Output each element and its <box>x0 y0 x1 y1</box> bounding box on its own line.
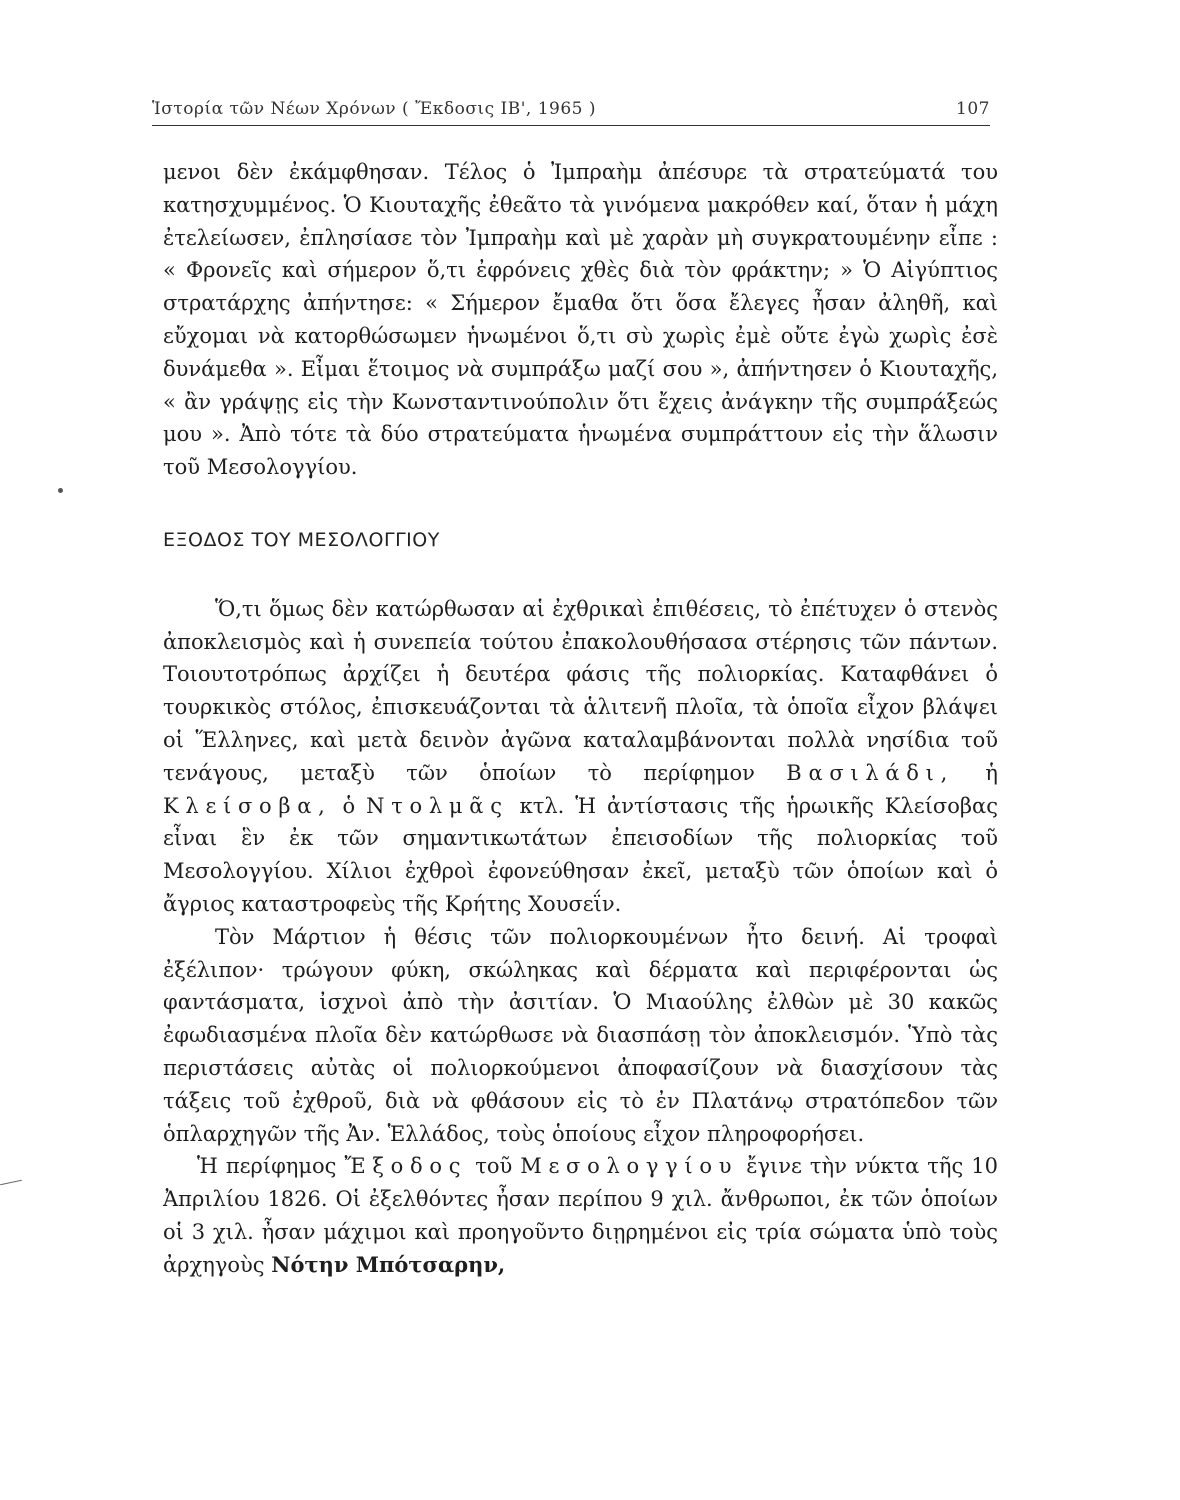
page-body <box>163 156 998 1282</box>
paragraph-exodus <box>163 1150 998 1281</box>
paragraph-text: Ὅ,τι ὅμως δὲν κατώρθωσαν αἱ ἐχθρικαὶ ἐπιθέσεις, τὸ ἐπέτυχεν ὁ στενὸς ἀποκλεισμὸς καὶ ἡ συνεπεία τούτου ἐπακολουθήσασα στέρησις τῶν πάντων. Τοιουτοτρόπως ἀρχίζει ἡ δευτέρα φάσις τῆς πολιορκίας. Καταφθάνει ὁ τουρκικὸς στόλος, ἐπισκευάζονται τὰ ἁλιτενῆ πλοῖα, τὰ ὁποῖα εἶχον βλάψει οἱ Ἕλληνες, καὶ μετὰ δεινὸν ἀγῶνα καταλαμβάνονται πολλὰ νησίδια τοῦ τενάγους, μεταξὺ τῶν ὁποίων τὸ περίφημον <box>163 596 998 785</box>
place-name-vasiladi: Βασιλάδι, <box>786 760 955 785</box>
section-heading: ΕΞΟΔΟΣ ΤΟΥ ΜΕΣΟΛΟΓΓΙΟΥ <box>163 528 440 551</box>
paragraph-text: Ἡ περίφημος <box>197 1154 337 1179</box>
paragraph-text: ὁ <box>342 793 356 818</box>
margin-tick-mark <box>0 1180 22 1186</box>
running-header <box>152 92 990 126</box>
paragraph-continued: μενοι δὲν ἐκάμφθησαν. Τέλος ὁ Ἰμπραὴμ ἀπέσυρε τὰ στρατεύματά του κατησχυμμένος. Ὁ Κιουταχῆς ἐθεᾶτο τὰ γινόμενα μακρόθεν καί, ὅταν ἡ μάχη ἐτελείωσεν, ἐπλησίασε τὸν Ἰμπραὴμ καὶ μὲ χαρὰν μὴ συγκρατουμένην εἶπε : « Φρονεῖς καὶ σήμερον ὅ,τι ἐφρόνεις χθὲς διὰ τὸν φράκτην; » Ὁ Αἰγύπτιος στρατάρχης ἀπήντησε: « Σήμερον ἔμαθα ὅτι ὅσα ἔλεγες ἦσαν ἀληθῆ, καὶ εὔχομαι νὰ κατορθώσωμεν ἡνωμένοι ὅ,τι σὺ χωρὶς ἐμὲ οὔτε ἐγὼ χωρὶς ἐσὲ δυνάμεθα ». Εἶμαι ἕτοιμος νὰ συμπράξω μαζί σου », ἀπήντησεν ὁ Κιουταχῆς, « ἂν γράψῃς εἰς τὴν Κωνσταντινούπολιν ὅτι ἔχεις ἀνάγκην τῆς συμπράξεώς μου ». Ἀπὸ τότε τὰ δύο στρατεύματα ἡνωμένα συμπράττουν εἰς τὴν ἅλωσιν τοῦ Μεσολογγίου. <box>163 160 998 480</box>
leader-names-bold: Νότην Μπότσαρην, <box>271 1251 506 1277</box>
paragraph-text: κτλ. Ἡ ἀντίστασις τῆς ἡρωικῆς Κλείσοβας εἶναι ἓν ἐκ τῶν σημαντικωτάτων ἐπεισοδίων τῆς πολιορκίας τοῦ Μεσολογγίου. Χίλιοι ἐχθροὶ ἐφονεύθησαν ἐκεῖ, μεταξὺ τῶν ὁποίων καὶ ὁ ἄγριος καταστροφεὺς τῆς Κρήτης Χουσεΐν. <box>163 793 998 916</box>
place-name-kleisova: Κλείσοβα, <box>163 793 332 818</box>
mesolongi-spaced-word: Μεσολογγίου <box>520 1154 739 1179</box>
paragraph-march-famine: Τὸν Μάρτιον ἡ θέσις τῶν πολιορκουμένων ἦτο δεινή. Αἱ τροφαὶ ἐξέλιπον· τρώγουν φύκη, σκώληκας καὶ δέρματα καὶ περιφέρονται ὡς φαντάσματα, ἰσχνοὶ ἀπὸ τὴν ἀσιτίαν. Ὁ Μιαούλης ἐλθὼν μὲ 30 κακῶς ἐφωδιασμένα πλοῖα δὲν κατώρθωσε νὰ διασπάσῃ τὸν ἀποκλεισμόν. Ὑπὸ τὰς περιστάσεις αὐτὰς οἱ πολιορκούμενοι ἀποφασίζουν νὰ διασχίσουν τὰς τάξεις τοῦ ἐχθροῦ, διὰ νὰ φθάσουν εἰς τὸ ἐν Πλατάνῳ στρατόπεδον τῶν ὁπλαρχηγῶν τῆς Ἀν. Ἑλλάδος, τοὺς ὁποίους εἶχον πληροφορήσει. <box>163 924 998 1146</box>
paragraph-text: ἔγινε τὴν νύκτα τῆς 10 Ἀπριλίου 1826. Οἱ ἐξελθόντες ἦσαν περίπου 9 χιλ. ἄνθρωποι, ἐκ τῶν ὁποίων οἱ 3 χιλ. ἦσαν μάχιμοι καὶ προηγοῦντο διῃρημένοι εἰς τρία σώματα ὑπὸ τοὺς ἀρχηγοὺς <box>163 1154 998 1277</box>
exodus-spaced-word: Ἔξοδος <box>344 1154 468 1179</box>
page-number: 107 <box>956 99 990 119</box>
running-title: Ἱστορία τῶν Νέων Χρόνων ( Ἔκδοσις ΙΒ', 1965 ) <box>152 99 597 119</box>
place-name-ntolmas: Ντολμᾶς <box>366 793 509 818</box>
paragraph-text: τοῦ <box>475 1154 513 1179</box>
paragraph-text: ἡ <box>985 760 998 785</box>
margin-dot-mark <box>58 488 63 493</box>
paragraph-siege-second-phase <box>163 593 998 921</box>
